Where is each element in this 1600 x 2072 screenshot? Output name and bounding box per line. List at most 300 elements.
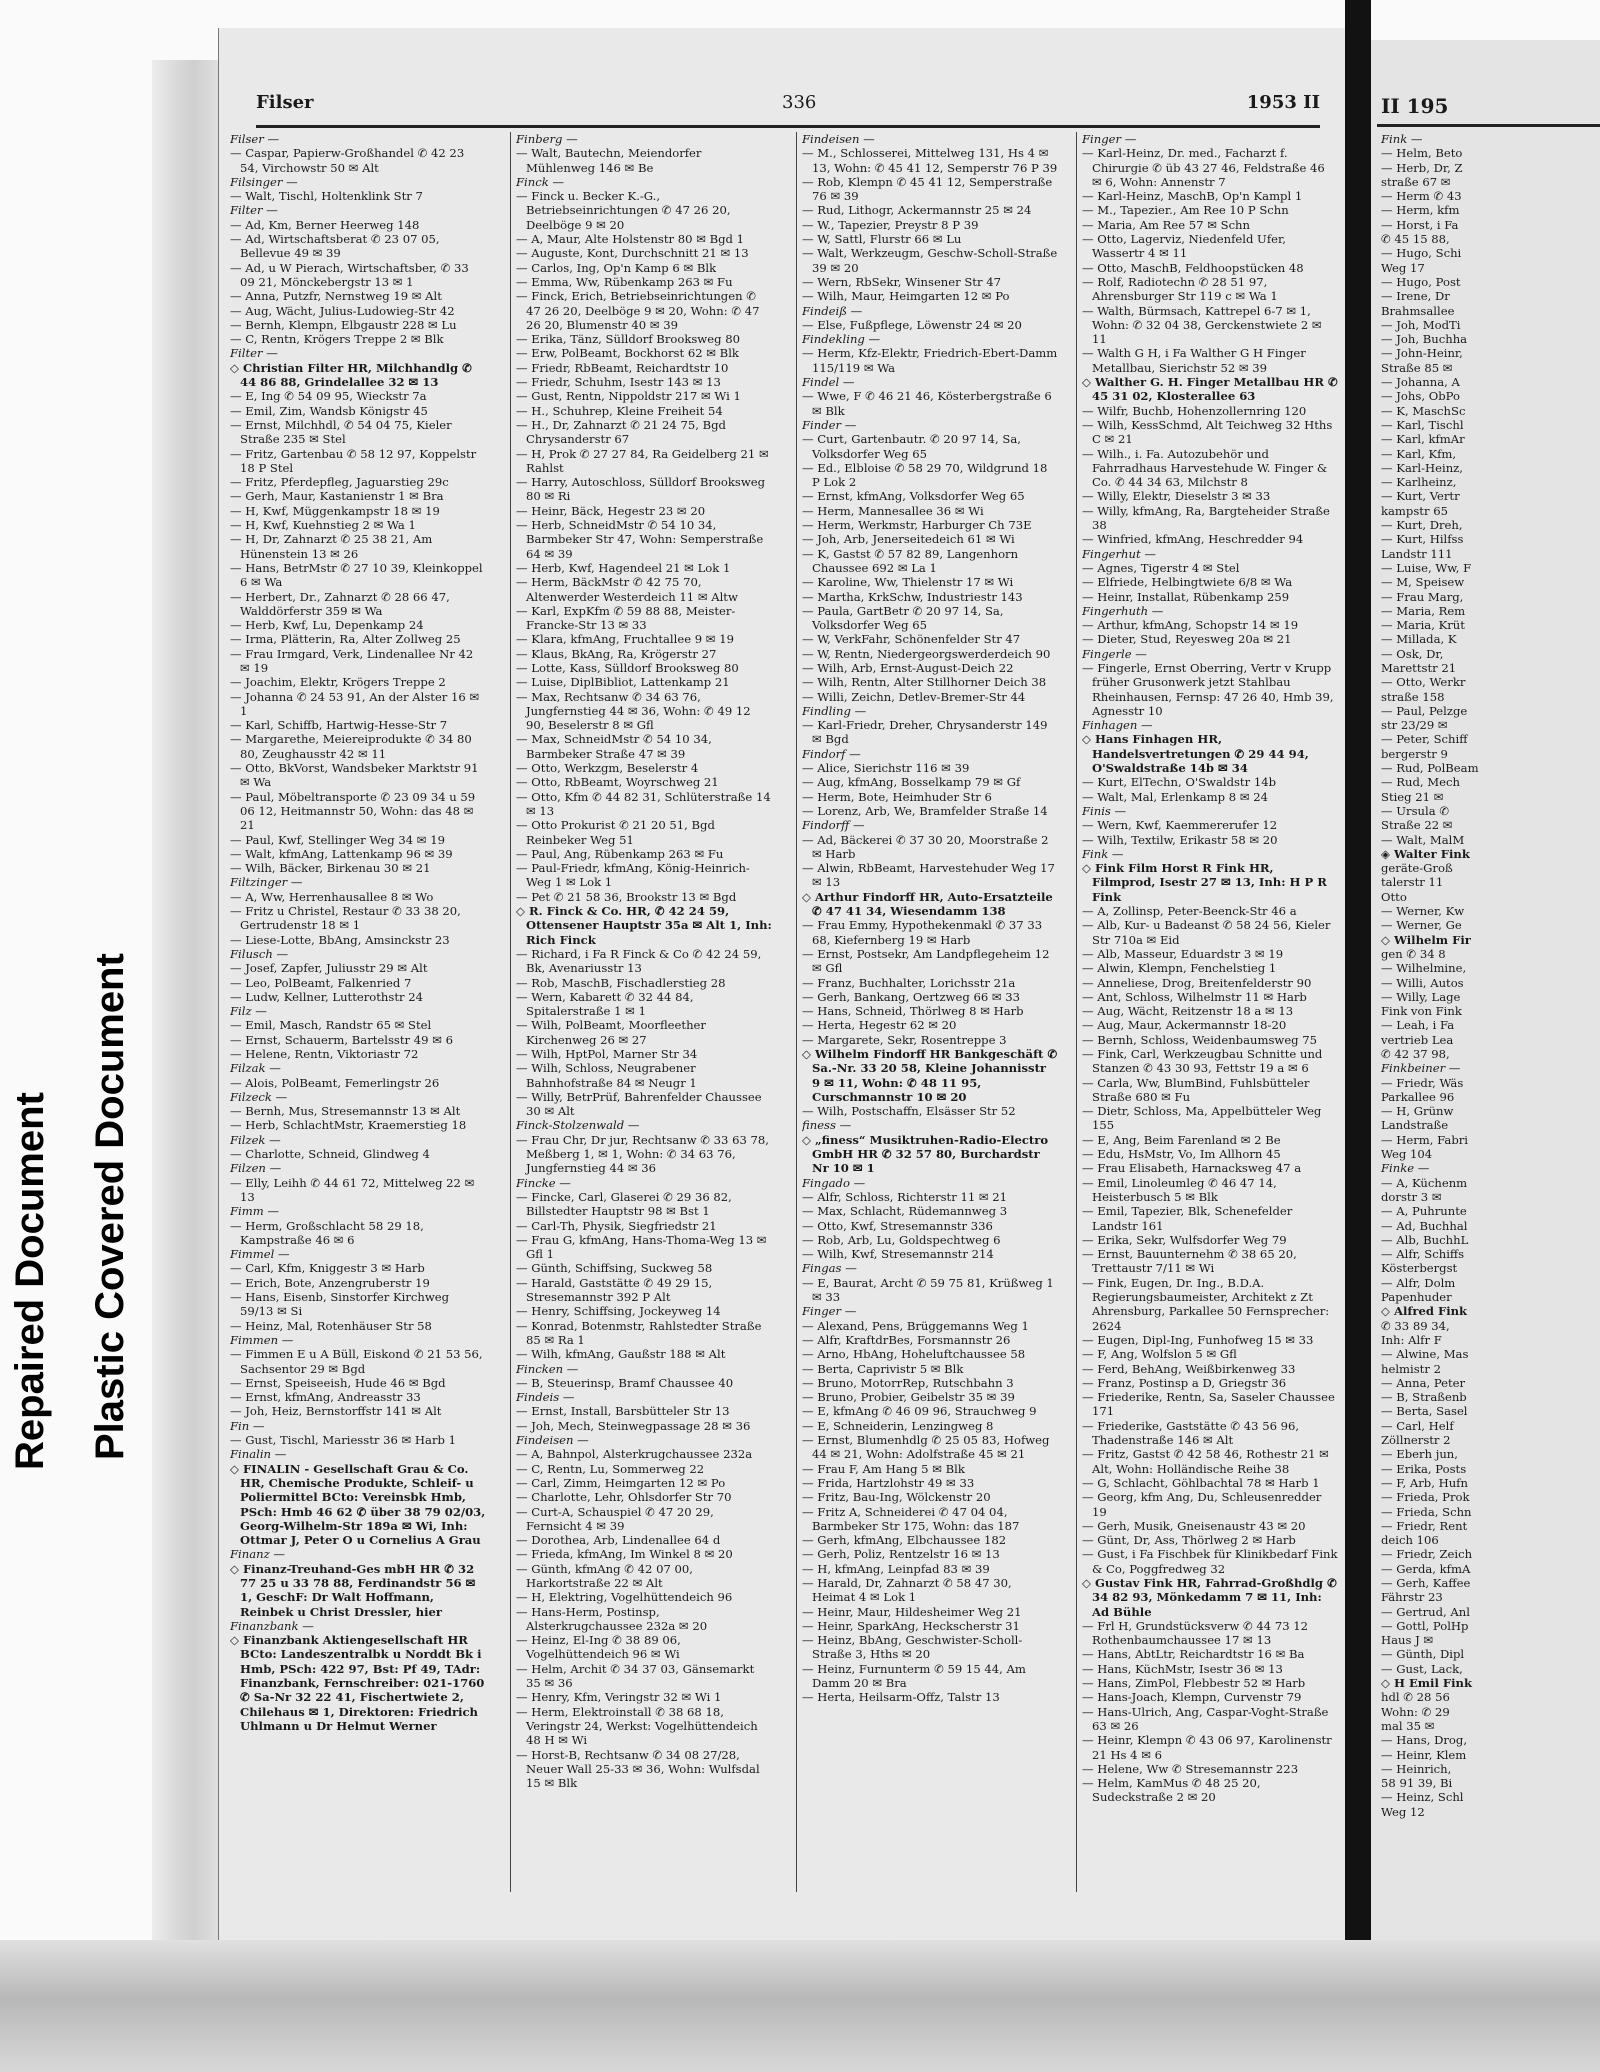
directory-entry: — Frieda, kfmAng, Im Winkel 8 ✉ 20 [516,1547,733,1562]
directory-entry: — Bernh, Schloss, Weidenbaumsweg 75 [1082,1032,1318,1047]
directory-entry: — Fritz, Pferdepfleg, Jaguarstieg 29c [230,475,449,490]
directory-entry: — Helm, KamMus ✆ 48 25 20, Sudeckstraße 2 ✉ 20 [1082,1776,1261,1805]
surname-heading: Fink — [1381,132,1423,146]
surname-heading: Finanzbank — [230,1618,314,1633]
directory-entry: — Wilfr, Buchb, Hohenzollernring 120 [1082,403,1307,418]
directory-entry: — Frl H, Grundstücksverw ✆ 44 73 12 Rothenbaumchaussee 17 ✉ 13 [1082,1618,1309,1648]
directory-entry: — Alwin, Klempn, Fenchelstieg 1 [1082,961,1277,976]
directory-entry: — Paul, Kwf, Stellinger Weg 34 ✉ 19 [230,832,445,847]
directory-entry: — Wilhelmine, [1381,961,1467,976]
directory-entry: — Erika, Sekr, Wulfsdorfer Weg 79 [1082,1232,1287,1247]
surname-heading: Fimmel — [230,1247,290,1262]
directory-entry: ◇ Walther G. H. Finger Metallbau HR ✆ 45 31 02, Klosterallee 63 [1082,375,1338,404]
directory-entry: Marettstr 21 [1381,660,1457,675]
directory-entry: — Wilh, Schloss, Neugrabener Bahnhofstraße 84 ✉ Neugr 1 [516,1061,697,1090]
surname-heading: Filzek — [230,1132,281,1147]
directory-entry: — Joh, ModTi [1381,317,1461,332]
surname-heading: Filsinger — [230,174,298,189]
directory-entry: — Fritz, Gartenbau ✆ 58 12 97, Koppelstr 18 P Stel [230,446,477,475]
directory-entry: — Rud, Lithogr, Ackermannstr 25 ✉ 24 [802,203,1032,218]
directory-entry: — E, Baurat, Archt ✆ 59 75 81, Krüßweg 1 ✉ 33 [802,1275,1054,1305]
directory-entry: — C, Rentn, Krögers Treppe 2 ✉ Blk [230,332,444,347]
directory-entry: — Herb, Kwf, Lu, Depenkamp 24 [230,618,424,633]
directory-entry: Haus J ✉ [1381,1633,1434,1648]
directory-entry: — Alfr, KraftdrBes, Forsmannstr 26 [802,1332,1011,1347]
directory-entry: — K, MaschSc [1381,403,1466,418]
directory-entry: — Bernh, Mus, Stresemannstr 13 ✉ Alt [230,1104,461,1119]
directory-entry: — Ad, Buchhal [1381,1218,1468,1233]
directory-column-3 [802,132,1058,1902]
directory-entry: — John-Heinr, [1381,346,1463,361]
surname-heading: Fincke — [516,1175,571,1190]
directory-entry: — Johs, ObPo [1381,389,1460,404]
directory-entry: — Finck, Erich, Betriebseinrichtungen ✆ 47 26 20, Deelböge 9 ✉ 20, Wohn: ✆ 47 26 20, Blumenstr 40 ✉ 39 [516,289,760,332]
directory-entry: — Alfr, Dolm [1381,1275,1456,1290]
directory-entry: — Ant, Schloss, Wilhelmstr 11 ✉ Harb [1082,989,1307,1004]
directory-entry: — Heinr, Maur, Hildesheimer Weg 21 [802,1604,1022,1619]
directory-entry: — Ad, u W Pierach, Wirtschaftsber, ✆ 33 09 21, Mönckebergstr 13 ✉ 1 [230,260,469,289]
directory-entry: — Fritz u Christel, Restaur ✆ 33 38 20, Gertrudenstr 18 ✉ 1 [230,904,461,933]
directory-entry: — Anna, Peter [1381,1375,1466,1390]
directory-entry: — H, kfmAng, Leinpfad 83 ✉ 39 [802,1561,990,1576]
directory-entry: — A, Maur, Alte Holstenstr 80 ✉ Bgd 1 [516,232,745,247]
directory-entry: — Karl, ExpKfm ✆ 59 88 88, Meister-Francke-Str 13 ✉ 33 [516,603,736,633]
directory-entry: Otto [1381,889,1407,904]
directory-entry: — Günth, Schiffsing, Suckweg 58 [516,1261,713,1276]
directory-entry: 58 91 39, Bi [1381,1776,1453,1791]
directory-entry: — Carla, Ww, BlumBind, Fuhlsbütteler Straße 680 ✉ Fu [1082,1075,1310,1104]
directory-entry: — Fritz, Gastst ✆ 42 58 46, Rothestr 21 ✉ Alt, Wohn: Holländische Reihe 38 [1082,1447,1329,1476]
directory-entry: — Fingerle, Ernst Oberring, Vertr v Krupp früher Grusonwerk jetzt Stahlbau Rheinhausen, Fernsp: 47 26 40, Hmb 39, Agnesstr 10 [1082,660,1334,718]
directory-entry: — Kurt, Vertr [1381,489,1460,504]
directory-entry: — Gottl, PolHp [1381,1618,1469,1633]
directory-entry: Stieg 21 ✉ [1381,789,1444,804]
directory-entry: — Berta, Caprivistr 5 ✉ Blk [802,1361,964,1376]
directory-entry: helmistr 2 [1381,1361,1441,1376]
surname-heading: Finck — [516,174,565,189]
directory-entry: — Herm, Bote, Heimhuder Str 6 [802,789,992,804]
directory-entry: — Karlheinz, [1381,475,1457,490]
directory-entry: — Alb, BuchhL [1381,1232,1469,1247]
directory-entry: ✆ 33 89 34, [1381,1318,1450,1333]
directory-entry: — Osk, Dr, [1381,646,1444,661]
directory-entry: — Wilh, KessSchmd, Alt Teichweg 32 Hths C ✉ 21 [1082,417,1333,447]
directory-entry: ◈ Walter Fink [1381,846,1470,861]
directory-entry: — Otto, Werkzgm, Beselerstr 4 [516,761,699,776]
directory-entry: ◇ Gustav Fink HR, Fahrrad-Großhdlg ✆ 34 82 93, Mönkedamm 7 ✉ 11, Inh: Ad Bühle [1082,1575,1337,1619]
directory-entry: — Joh, Arb, Jenerseitedeich 61 ✉ Wi [802,532,1015,547]
directory-entry: — Ludw, Kellner, Lutterothstr 24 [230,989,423,1004]
directory-entry: — Johanna ✆ 24 53 91, An der Alster 16 ✉ 1 [230,689,480,718]
directory-entry: — M., Tapezier., Am Ree 10 P Schn [1082,203,1289,218]
directory-entry: — Ernst, Milchhdl, ✆ 54 04 75, Kieler Straße 235 ✉ Stel [230,417,452,447]
surname-heading: Findeisen — [516,1433,589,1448]
directory-column-4 [1082,132,1338,1902]
directory-entry: — Heinz, Furnunterm ✆ 59 15 44, Am Damm 20 ✉ Bra [802,1661,1026,1691]
directory-column-2 [516,132,772,1902]
directory-entry: — E, Schneiderin, Lenzingweg 8 [802,1418,994,1433]
directory-entry: — Günt, Dr, Ass, Thörlweg 2 ✉ Harb [1082,1533,1296,1548]
directory-entry: — Gerh, Poliz, Rentzelstr 16 ✉ 13 [802,1547,1000,1562]
directory-entry: — C, Rentn, Lu, Sommerweg 22 [516,1461,705,1476]
directory-entry: — Henry, Schiffsing, Jockeyweg 14 [516,1304,721,1319]
directory-entry: — Carl-Th, Physik, Siegfriedstr 21 [516,1218,717,1233]
directory-entry: — Millada, K [1381,632,1457,647]
directory-entry: — Paul-Friedr, kfmAng, König-Heinrich-Weg 1 ✉ Lok 1 [516,861,750,890]
directory-entry: — Erika, Tänz, Sülldorf Brooksweg 80 [516,332,740,347]
surname-heading: Fink — [1082,846,1124,861]
directory-entry: — Willy, kfmAng, Ra, Bargteheider Straße 38 [1082,503,1330,533]
surname-heading: Finhagen — [1082,718,1153,733]
directory-entry: — Alb, Masseur, Eduardstr 3 ✉ 19 [1082,946,1284,961]
directory-entry: — Johanna, A [1381,375,1460,390]
page-edge-left [152,60,222,1980]
directory-entry: — Fincke, Carl, Glaserei ✆ 29 36 82, Billstedter Hauptstr 98 ✉ Bst 1 [516,1189,732,1219]
directory-entry: — Auguste, Kont, Durchschnitt 21 ✉ 13 [516,246,749,261]
directory-entry: — Rob, Arb, Lu, Goldspechtweg 6 [802,1232,1001,1247]
directory-entry: — Erika, Posts [1381,1461,1467,1476]
directory-entry: — Ursula ✆ [1381,803,1450,818]
directory-entry: — Fimmen E u A Büll, Eiskond ✆ 21 53 56, Sachsentor 29 ✉ Bgd [230,1347,483,1376]
directory-entry: — Hans, Drog, [1381,1733,1468,1748]
directory-entry: — Karl, Tischl [1381,417,1464,432]
directory-entry: Brahmsallee [1381,303,1455,318]
directory-entry: — F, Arb, Hufn [1381,1475,1468,1490]
directory-entry: — Herta, Heilsarm-Offz, Talstr 13 [802,1690,1000,1705]
directory-entry: — Hans-Joach, Klempn, Curvenstr 79 [1082,1690,1302,1705]
surname-heading: Filzeck — [230,1089,288,1104]
directory-entry: talerstr 11 [1381,875,1444,890]
directory-entry: — Otto Prokurist ✆ 21 20 51, Bgd Reinbeker Weg 51 [516,818,715,847]
directory-entry: — Klara, kfmAng, Fruchtallee 9 ✉ 19 [516,632,734,647]
surname-heading: Filter — [230,346,278,361]
directory-entry: — Gerda, kfmA [1381,1561,1471,1576]
directory-entry: — Hans-Ulrich, Ang, Caspar-Voght-Straße 63 ✉ 26 [1082,1704,1329,1733]
next-page-column [1381,132,1600,1819]
directory-entry: Weg 17 [1381,260,1425,275]
directory-entry: straße 158 [1381,689,1445,704]
directory-column-1 [230,132,486,1902]
directory-entry: — Herm, Fabri [1381,1132,1468,1147]
directory-entry: — Emil, Masch, Randstr 65 ✉ Stel [230,1018,432,1033]
directory-entry: — Henry, Kfm, Veringstr 32 ✉ Wi 1 [516,1690,722,1705]
page-number: 336 [782,92,817,113]
directory-entry: straße 67 ✉ [1381,174,1451,189]
surname-heading: Findling — [802,703,867,718]
surname-heading: Finis — [1082,803,1127,818]
directory-entry: — Karoline, Ww, Thielenstr 17 ✉ Wi [802,575,1014,590]
directory-entry: ◇ Finanzbank Aktiengesellschaft HR BCto: Landeszentralbk u Norddt Bk i Hmb, PSch: 422 97, Bst: Pf 49, TAdr: Finanzbank, Fernschreiber: 021-1760 ✆ Sa-Nr 32 22 41, Fischertwiete 2, Chilehaus ✉ 1, Direktoren: Friedrich Uhlmann u Dr Helmut Werner [230,1633,485,1733]
directory-entry: — Emma, Ww, Rübenkamp 263 ✉ Fu [516,274,733,289]
directory-entry: — Ernst, Install, Barsbütteler Str 13 [516,1404,730,1419]
directory-entry: — Fink, Eugen, Dr. Ing., B.D.A. Regierungsbaumeister, Architekt z Zt Ahrensburg, Parkallee 50 Fernsprecher: 2624 [1082,1275,1330,1333]
directory-entry: — Harry, Autoschloss, Sülldorf Brooksweg 80 ✉ Ri [516,475,766,504]
directory-entry: ◇ R. Finck & Co. HR, ✆ 42 24 59, Ottensener Hauptstr 35a ✉ Alt 1, Inh: Rich Finck [516,904,772,947]
directory-entry: Fink von Fink [1381,1004,1462,1019]
directory-entry: — Joachim, Elektr, Krögers Treppe 2 [230,675,446,690]
directory-entry: — Rud, PolBeam [1381,761,1479,776]
directory-entry: — Heinz, Schl [1381,1790,1464,1805]
directory-entry: — Irene, Dr [1381,289,1450,304]
directory-entry: Weg 12 [1381,1804,1425,1819]
directory-entry: — Friederike, Rentn, Sa, Saseler Chaussee 171 [1082,1390,1335,1419]
directory-entry: — Gust, Tischl, Mariesstr 36 ✉ Harb 1 [230,1433,456,1448]
surname-heading: Filzen — [230,1161,282,1176]
directory-entry: — Wilh, HptPol, Marner Str 34 [516,1047,698,1061]
next-page-header: II 195 [1381,94,1449,118]
directory-entry: — H, Dr, Zahnarzt ✆ 25 38 21, Am Hünenstein 13 ✉ 26 [230,532,433,561]
header-year-part: 1953 II [1246,92,1320,113]
directory-entry: ◇ FINALIN - Gesellschaft Grau & Co. HR, Chemische Produkte, Schleif- u Poliermittel BCto: Vereinsbk Hmb, PSch: Hmb 46 62 ✆ über 38 79 02/03, Georg-Wilhelm-Str 189a ✉ Wi, Inh: Ottmar J, Peter O u Cornelius A Grau [230,1461,486,1548]
directory-entry: — Karl-Heinz, MaschB, Op'n Kampl 1 [1082,189,1303,204]
directory-entry: — Herm, Elektroinstall ✆ 38 68 18, Veringstr 24, Werkst: Vogelhüttendeich 48 H ✉ Wi [516,1704,758,1748]
surname-heading: Finger — [1082,132,1137,146]
directory-entry: — E, Ing ✆ 54 09 95, Wieckstr 7a [230,389,427,404]
directory-entry: — Konrad, Botenmstr, Rahlstedter Straße 85 ✉ Ra 1 [516,1318,762,1347]
directory-entry: — B, Straßenb [1381,1390,1467,1405]
directory-entry: — Arthur, kfmAng, Schopstr 14 ✉ 19 [1082,618,1299,633]
directory-entry: — H, Prok ✆ 27 27 84, Ra Geidelberg 21 ✉ Rahlst [516,446,769,475]
directory-entry: — Curt-A, Schauspiel ✆ 47 20 29, Fernsicht 4 ✉ 39 [516,1504,714,1533]
directory-entry: — Emil, Tapezier, Blk, Schenefelder Landstr 161 [1082,1204,1293,1233]
directory-entry: — Frida, Hartzlohstr 49 ✉ 33 [802,1475,975,1490]
directory-entry: — Ad, Km, Berner Heerweg 148 [230,217,420,232]
directory-entry: — Herm, Werkmstr, Harburger Ch 73E [802,518,1032,533]
directory-entry: — Werner, Kw [1381,904,1465,919]
directory-entry: — Werner, Ge [1381,918,1462,933]
surname-heading: Findorf — [802,746,861,761]
directory-entry: — Kurt, Dreh, [1381,518,1463,533]
directory-entry: — Alfr, Schloss, Richterstr 11 ✉ 21 [802,1189,1008,1204]
directory-entry: — Kurt, Hilfss [1381,532,1464,547]
directory-entry: Zöllnerstr 2 [1381,1433,1451,1448]
surname-heading: Finger — [802,1304,857,1319]
directory-entry: — Hans, AbtLtr, Reichardtstr 16 ✉ Ba [1082,1647,1305,1662]
directory-entry: — Karl, kfmAr [1381,432,1465,447]
directory-entry: — Friedr, Zeich [1381,1547,1473,1562]
directory-entry: — Rob, Klempn ✆ 45 41 12, Semperstraße 76 ✉ 39 [802,174,1053,204]
directory-entry: — Willy, Elektr, Dieselstr 3 ✉ 33 [1082,489,1271,504]
column-divider [1076,132,1077,1892]
directory-entry: — Bernh, Klempn, Elbgaustr 228 ✉ Lu [230,317,457,332]
directory-entry: — Joh, Heiz, Bernstorffstr 141 ✉ Alt [230,1404,442,1419]
directory-entry: — Joh, Mech, Steinwegpassage 28 ✉ 36 [516,1418,751,1433]
directory-entry: Papenhuder [1381,1290,1452,1305]
binding-gutter [1345,0,1371,2072]
directory-entry: — Heinr, Bäck, Hegestr 23 ✉ 20 [516,503,706,518]
surname-heading: Fincken — [516,1361,579,1376]
directory-entry: geräte-Groß [1381,861,1453,876]
directory-entry: — Richard, i Fa R Finck & Co ✆ 42 24 59, Bk, Avenariusstr 13 [516,946,762,976]
directory-entry: — Otto, Werkr [1381,675,1466,690]
directory-entry: — Ad, Bäckerei ✆ 37 30 20, Moorstraße 2 ✉ Harb [802,832,1049,861]
directory-entry: — Hans, BetrMstr ✆ 27 10 39, Kleinkoppel 6 ✉ Wa [230,560,483,590]
running-header [256,92,1320,122]
header-first-name: Filser [256,92,314,113]
directory-entry: — Carl, Zimm, Heimgarten 12 ✉ Po [516,1475,726,1490]
directory-entry: — Heinz, BbAng, Geschwister-Scholl-Straße 3, Hths ✉ 20 [802,1633,1023,1662]
directory-entry: — Wilh, kfmAng, Gaußstr 188 ✉ Alt [516,1347,726,1362]
directory-entry: — H, Grünw [1381,1104,1454,1119]
surname-heading: Finck-Stolzenwald — [516,1118,640,1133]
directory-entry: — Aug, Wächt, Julius-Ludowieg-Str 42 [230,303,455,318]
directory-entry: — B, Steuerinsp, Bramf Chaussee 40 [516,1375,734,1390]
directory-entry: Landstr 111 [1381,546,1453,561]
directory-entry: — Walt, kfmAng, Lattenkamp 96 ✉ 39 [230,846,453,861]
directory-entry: — A, Bahnpol, Alsterkrugchaussee 232a [516,1447,753,1462]
directory-entry: — Frau Emmy, Hypothekenmakl ✆ 37 33 68, Kiefernberg 19 ✉ Harb [802,918,1043,947]
directory-entry: — H., Schuhrep, Kleine Freiheit 54 [516,403,723,418]
directory-entry: — Fritz, Bau-Ing, Wölckenstr 20 [802,1490,991,1505]
directory-entry: — Luise, Ww, F [1381,560,1472,575]
directory-entry: — Hans, KüchMstr, Isestr 36 ✉ 13 [1082,1661,1283,1676]
directory-entry: ✆ 42 37 98, [1381,1047,1450,1061]
directory-entry: — Frau Irmgard, Verk, Lindenallee Nr 42 ✉ 19 [230,646,474,675]
directory-entry: Parkallee 96 [1381,1089,1455,1104]
directory-entry: — Heinr, Klem [1381,1747,1467,1762]
directory-entry: — Friederike, Gaststätte ✆ 43 56 96, Thadenstraße 146 ✉ Alt [1082,1418,1300,1448]
directory-entry: — Gerh, Kaffee [1381,1575,1471,1590]
surname-heading: Filter — [230,203,278,218]
header-rule [256,125,1320,128]
directory-entry: — Erich, Bote, Anzengruberstr 19 [230,1275,430,1290]
surname-heading: Filser — [230,132,280,146]
directory-entry: — Friedr, Schuhm, Isestr 143 ✉ 13 [516,375,721,390]
directory-entry: Weg 104 [1381,1147,1433,1162]
directory-entry: — A, Ww, Herrenhausallee 8 ✉ Wo [230,889,434,904]
directory-entry: — Aug, Maur, Ackermannstr 18-20 [1082,1018,1287,1033]
directory-entry: — Martha, KrkSchw, Industriestr 143 [802,589,1023,604]
directory-entry: — Charlotte, Schneid, Glindweg 4 [230,1147,430,1162]
directory-entry: — E, Ang, Beim Farenland ✉ 2 Be [1082,1132,1281,1147]
directory-entry: — Paula, GartBetr ✆ 20 97 14, Sa, Volksdorfer Weg 65 [802,603,1004,633]
directory-entry: — Rob, MaschB, Fischadlerstieg 28 [516,975,726,990]
directory-entry: — F, Ang, Wolfslon 5 ✉ Gfl [1082,1347,1237,1362]
directory-entry: Straße 85 ✉ [1381,360,1453,375]
directory-entry: — Hans, Eisenb, Sinstorfer Kirchweg 59/13 ✉ Si [230,1290,450,1319]
directory-entry: — Friedr, Rent [1381,1518,1468,1533]
directory-entry: — A, Zollinsp, Peter-Beenck-Str 46 a [1082,904,1297,919]
directory-entry: ◇ Fink Film Horst R Fink HR, Filmprod, Isestr 27 ✉ 13, Inh: H P R Fink [1082,861,1327,904]
directory-entry: — Herb, Dr, Z [1381,160,1463,175]
directory-entry: — Alfr, Schiffs [1381,1247,1465,1262]
directory-entry: ◇ H Emil Fink [1381,1676,1472,1691]
repaired-document-label: Repaired Document [8,1092,52,1470]
directory-entry: — Walth G H, i Fa Walther G H Finger Metallbau, Sierichstr 52 ✉ 39 [1082,346,1306,375]
directory-entry: — A, Puhrunte [1381,1204,1467,1219]
directory-entry: — Herm ✆ 43 [1381,189,1462,204]
directory-entry: — Willi, Autos [1381,975,1464,990]
directory-entry: — Dieter, Stud, Reyesweg 20a ✉ 21 [1082,632,1292,647]
directory-entry: — Heinrich, [1381,1761,1452,1776]
directory-entry: — Curt, Gartenbautr. ✆ 20 97 14, Sa, Volksdorfer Weg 65 [802,432,1021,461]
directory-entry: — M, Speisew [1381,575,1465,590]
directory-entry: — Wilh, PolBeamt, Moorfleether Kirchenweg 26 ✉ 27 [516,1018,706,1047]
directory-entry: — Gerh, kfmAng, Elbchaussee 182 [802,1533,1007,1548]
directory-entry: — Emil, Zim, Wandsb Königstr 45 [230,403,428,418]
directory-entry: — Gust, i Fa Fischbek für Klinikbedarf Fink & Co, Poggfredweg 32 [1082,1547,1338,1576]
plastic-covered-document-label: Plastic Covered Document [88,953,132,1460]
next-page-fragment [1368,40,1600,1940]
surname-heading: Finkbeiner — [1381,1061,1461,1076]
directory-entry: bergerstr 9 [1381,746,1448,761]
directory-entry: — Wilh, Textilw, Erikastr 58 ✉ 20 [1082,832,1278,847]
directory-entry: — Ernst, Speiseeish, Hude 46 ✉ Bgd [230,1375,446,1390]
directory-entry: — Ernst, kfmAng, Volksdorfer Weg 65 [802,489,1025,504]
directory-entry: — Eugen, Dipl-Ing, Funhofweg 15 ✉ 33 [1082,1332,1314,1347]
directory-entry: — Max, Schlacht, Rüdemannweg 3 [802,1204,1008,1219]
directory-entry: — Carl, Kfm, Kniggestr 3 ✉ Harb [230,1261,425,1276]
directory-entry: — Helene, Rentn, Viktoriastr 72 [230,1047,419,1061]
directory-entry: — Pet ✆ 21 58 36, Brookstr 13 ✉ Bgd [516,889,737,904]
directory-entry: — Alb, Kur- u Badeanst ✆ 58 24 56, Kieler Str 710a ✉ Eid [1082,918,1331,947]
directory-entry: — Herbert, Dr., Zahnarzt ✆ 28 66 47, Walddörferstr 359 ✉ Wa [230,589,450,618]
surname-heading: Findorff — [802,818,865,833]
directory-entry: — Karl-Friedr, Dreher, Chrysanderstr 149 ✉ Bgd [802,718,1048,747]
directory-entry: vertrieb Lea [1381,1032,1454,1047]
directory-entry: Straße 22 ✉ [1381,818,1453,833]
directory-entry: — Paul, Pelzge [1381,703,1468,718]
directory-entry: — Wern, RbSekr, Winsener Str 47 [802,274,1001,289]
directory-entry: — Willy, Lage [1381,989,1461,1004]
directory-entry: — H, Kwf, Müggenkampstr 18 ✉ 19 [230,503,440,518]
directory-entry: — Walt, Werkzeugm, Geschw-Scholl-Straße 39 ✉ 20 [802,246,1058,275]
directory-entry: ✆ 45 15 88, [1381,232,1450,247]
directory-entry: — Herta, Hegestr 62 ✉ 20 [802,1018,957,1033]
directory-entry: — Margarethe, Meiereiprodukte ✆ 34 80 80, Zeughausstr 42 ✉ 11 [230,732,472,761]
column-divider [510,132,511,1892]
directory-entry: — Herm, BäckMstr ✆ 42 75 70, Altenwerder Westerdeich 11 ✉ Altw [516,575,738,604]
directory-entry: — Ernst, Bauunternehm ✆ 38 65 20, Trettaustr 7/11 ✉ Wi [1082,1247,1297,1276]
surname-heading: Findeisen — [802,132,875,146]
directory-entry: — Alois, PolBeamt, Femerlingstr 26 [230,1075,440,1090]
surname-heading: Filusch — [230,946,289,961]
directory-entry: — Heinz, Mal, Rotenhäuser Str 58 [230,1318,432,1333]
directory-entry: — Margarete, Sekr, Rosentreppe 3 [802,1032,1007,1047]
directory-entry: — Franz, Buchhalter, Lorichsstr 21a [802,975,1016,990]
surname-heading: Fingerhut — [1082,546,1156,561]
directory-entry: — Wilh, Bäcker, Birkenau 30 ✉ 21 [230,861,431,876]
directory-entry: — Otto, RbBeamt, Woyrschweg 21 [516,775,719,790]
surname-heading: Fin — [230,1418,265,1433]
directory-entry: — Caspar, Papierw-Großhandel ✆ 42 23 54, Virchowstr 50 ✉ Alt [230,146,465,175]
directory-entry: ◇ Christian Filter HR, Milchhandlg ✆ 44 86 88, Grindelallee 32 ✉ 13 [230,360,472,390]
directory-entry: ◇ „finess“ Musiktruhen-Radio-Electro GmbH HR ✆ 32 57 80, Burchardstr Nr 10 ✉ 1 [802,1132,1049,1176]
directory-entry: — Gust, Rentn, Nippoldstr 217 ✉ Wi 1 [516,389,741,404]
directory-entry: — Harald, Gaststätte ✆ 49 29 15, Stresemannstr 392 P Alt [516,1275,713,1305]
directory-entry: — Hans, ZimPol, Flebbestr 52 ✉ Harb [1082,1676,1306,1691]
directory-entry: hdl ✆ 28 56 [1381,1690,1450,1705]
directory-entry: — Maria, Krüt [1381,618,1465,633]
directory-entry: — Rolf, Radiotechn ✆ 28 51 97, Ahrensburger Str 119 c ✉ Wa 1 [1082,274,1278,304]
directory-entry: — Franz, Postinsp a D, Griegstr 36 [1082,1375,1287,1390]
directory-entry: — W, Rentn, Niedergeorgswerderdeich 90 [802,646,1051,661]
directory-entry: — Elfriede, Helbingtwiete 6/8 ✉ Wa [1082,575,1293,590]
directory-entry: — Walt, MalM [1381,832,1465,847]
directory-entry: — Frau Elisabeth, Harnacksweg 47 a [1082,1161,1302,1176]
directory-entry: — Heinr, Klempn ✆ 43 06 97, Karolinenstr 21 Hs 4 ✉ 6 [1082,1733,1332,1762]
directory-entry: — M., Schlosserei, Mittelweg 131, Hs 4 ✉ 13, Wohn: ✆ 45 41 12, Semperstr 76 P 39 [802,146,1058,175]
directory-entry: — Harald, Dr, Zahnarzt ✆ 58 47 30, Heimat 4 ✉ Lok 1 [802,1575,1012,1605]
directory-entry: — Wilh., i. Fa. Autozubehör und Fahrradhaus Harvestehude W. Finger & Co. ✆ 44 34 63, Milchstr 8 [1082,446,1328,490]
directory-entry: — Gerh, Bankang, Oertzweg 66 ✉ 33 [802,989,1021,1004]
directory-entry: — H., Dr, Zahnarzt ✆ 21 24 75, Bgd Chrysanderstr 67 [516,417,726,447]
directory-entry: — Ad, Wirtschaftsberat ✆ 23 07 05, Bellevue 49 ✉ 39 [230,232,440,261]
directory-entry: — K, Gastst ✆ 57 82 89, Langenhorn Chaussee 692 ✉ La 1 [802,546,1019,575]
directory-entry: — Helm, Archit ✆ 34 37 03, Gänsemarkt 35 ✉ 36 [516,1661,755,1691]
directory-entry: — Anneliese, Drog, Breitenfelderstr 90 [1082,975,1312,990]
directory-entry: — Herm, kfm [1381,203,1460,218]
